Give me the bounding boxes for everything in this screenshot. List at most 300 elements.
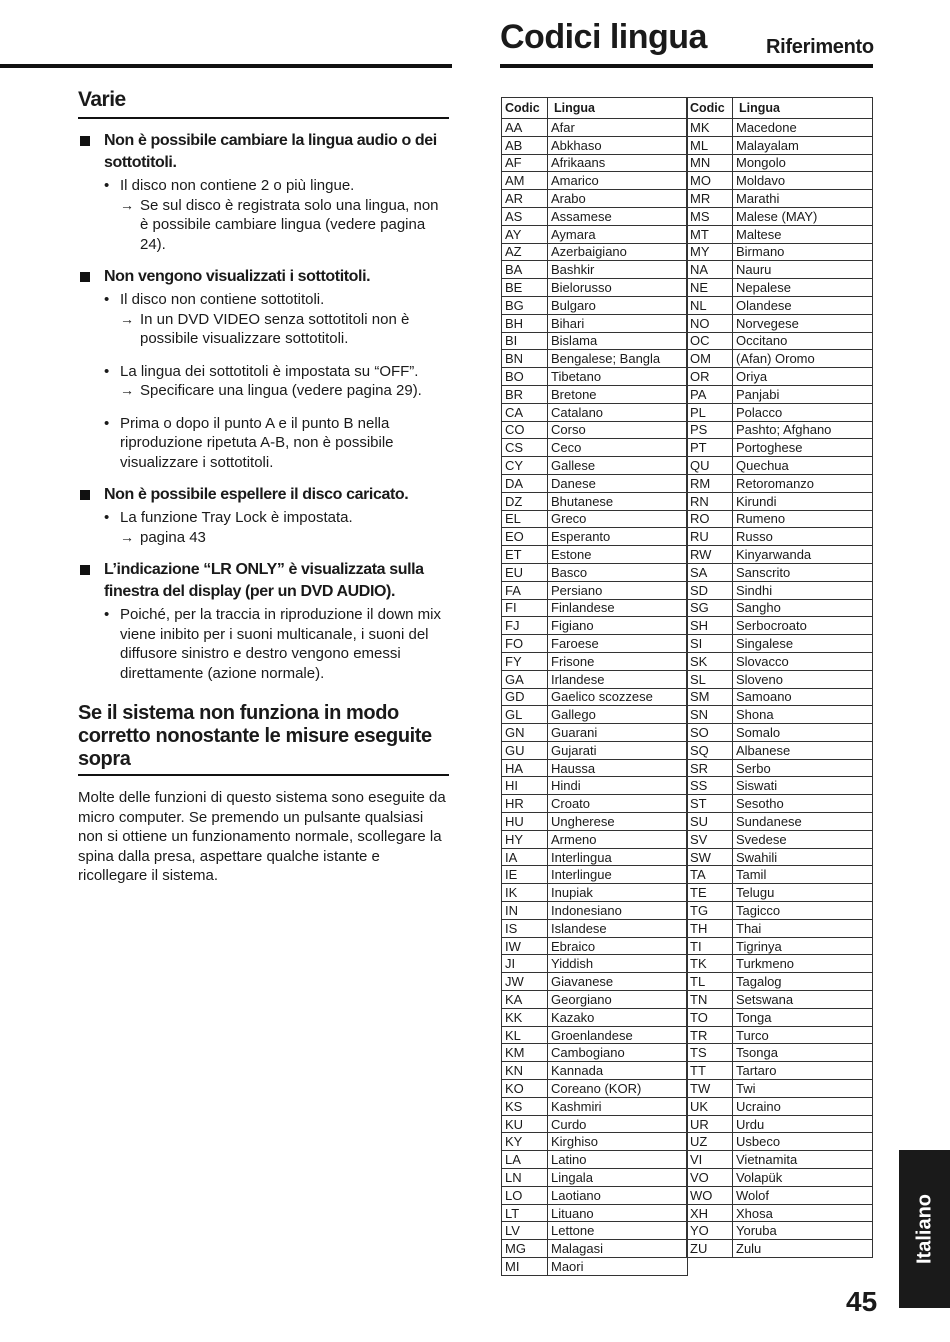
language-name: Latino — [548, 1151, 688, 1169]
table-row — [502, 279, 688, 297]
language-code: BE — [502, 279, 548, 297]
language-code: IN — [502, 902, 548, 920]
language-name: Interlingua — [548, 848, 688, 866]
issue-block — [78, 484, 450, 547]
language-name: Sloveno — [733, 670, 873, 688]
language-code: SW — [687, 848, 733, 866]
language-name: Irlandese — [548, 670, 688, 688]
language-name: Bretone — [548, 385, 688, 403]
language-name: Kazako — [548, 1008, 688, 1026]
language-name: Marathi — [733, 190, 873, 208]
bullet-item — [78, 176, 450, 196]
language-name: Ebraico — [548, 937, 688, 955]
language-name: Lingala — [548, 1169, 688, 1187]
table-row — [687, 777, 873, 795]
table-row — [502, 581, 688, 599]
language-code: TO — [687, 1008, 733, 1026]
language-name: Sanscrito — [733, 563, 873, 581]
language-code: XH — [687, 1204, 733, 1222]
language-code: MN — [687, 154, 733, 172]
language-code: BA — [502, 261, 548, 279]
language-name: Ceco — [548, 439, 688, 457]
table-row — [687, 314, 873, 332]
table-row — [502, 848, 688, 866]
language-name: Macedone — [733, 119, 873, 137]
language-code: RO — [687, 510, 733, 528]
square-bullet-icon — [80, 490, 90, 500]
header-language: Lingua — [733, 98, 873, 119]
table-row — [687, 919, 873, 937]
language-code: LT — [502, 1204, 548, 1222]
language-name: Kirundi — [733, 492, 873, 510]
table-row — [502, 332, 688, 350]
language-code: GL — [502, 706, 548, 724]
language-code: ST — [687, 795, 733, 813]
table-row — [687, 813, 873, 831]
language-code: IK — [502, 884, 548, 902]
language-name: Wolof — [733, 1186, 873, 1204]
table-row — [502, 457, 688, 475]
table-row — [687, 261, 873, 279]
bullet-item — [78, 362, 450, 382]
table-row — [502, 724, 688, 742]
language-name: Oriya — [733, 368, 873, 386]
language-code: KY — [502, 1133, 548, 1151]
language-code: SI — [687, 635, 733, 653]
language-code: FI — [502, 599, 548, 617]
table-row — [687, 510, 873, 528]
table-row — [502, 1240, 688, 1258]
table-row — [687, 795, 873, 813]
table-row — [502, 1258, 688, 1276]
side-tab-label: Italiano — [913, 1193, 935, 1265]
table-row — [502, 528, 688, 546]
language-code: DZ — [502, 492, 548, 510]
language-code: TN — [687, 991, 733, 1009]
language-name: Mongolo — [733, 154, 873, 172]
page-title: Codici lingua — [500, 18, 707, 56]
language-code: GN — [502, 724, 548, 742]
language-code: TW — [687, 1080, 733, 1098]
language-code: BR — [502, 385, 548, 403]
language-code: EO — [502, 528, 548, 546]
table-row — [687, 1204, 873, 1222]
language-name: Esperanto — [548, 528, 688, 546]
table-row — [687, 474, 873, 492]
table-row — [502, 1133, 688, 1151]
table-row — [687, 973, 873, 991]
table-row — [502, 973, 688, 991]
table-row — [687, 1133, 873, 1151]
language-code: BH — [502, 314, 548, 332]
language-code: KU — [502, 1115, 548, 1133]
table-row — [687, 1169, 873, 1187]
table-row — [502, 385, 688, 403]
language-code: GU — [502, 741, 548, 759]
language-code: TL — [687, 973, 733, 991]
language-name: Slovacco — [733, 652, 873, 670]
language-name: Tagalog — [733, 973, 873, 991]
issue-heading — [78, 559, 450, 603]
language-name: Serbocroato — [733, 617, 873, 635]
table-row — [502, 1204, 688, 1222]
language-code: KS — [502, 1097, 548, 1115]
arrow-item — [78, 310, 450, 349]
language-name: Finlandese — [548, 599, 688, 617]
language-name: Birmano — [733, 243, 873, 261]
language-code: SG — [687, 599, 733, 617]
issue-heading — [78, 130, 450, 174]
language-code: HA — [502, 759, 548, 777]
table-row — [502, 955, 688, 973]
language-name: Catalano — [548, 403, 688, 421]
language-code: IE — [502, 866, 548, 884]
table-row — [687, 884, 873, 902]
language-code: SL — [687, 670, 733, 688]
language-name: Azerbaigiano — [548, 243, 688, 261]
table-row — [687, 759, 873, 777]
language-name: Amarico — [548, 172, 688, 190]
table-row — [687, 1080, 873, 1098]
issue-heading — [78, 484, 450, 506]
language-code: OR — [687, 368, 733, 386]
language-name: Samoano — [733, 688, 873, 706]
table-row — [502, 350, 688, 368]
table-row — [687, 172, 873, 190]
table-row — [502, 652, 688, 670]
table-row — [687, 207, 873, 225]
language-name: Tonga — [733, 1008, 873, 1026]
language-name: Swahili — [733, 848, 873, 866]
language-name: Turkmeno — [733, 955, 873, 973]
language-code: SD — [687, 581, 733, 599]
language-code: TH — [687, 919, 733, 937]
table-row — [502, 866, 688, 884]
language-name: Tsonga — [733, 1044, 873, 1062]
language-name: Indonesiano — [548, 902, 688, 920]
language-name: Afar — [548, 119, 688, 137]
language-code: NA — [687, 261, 733, 279]
language-name: Occitano — [733, 332, 873, 350]
language-name: Nauru — [733, 261, 873, 279]
language-code: ET — [502, 546, 548, 564]
issues-list — [78, 130, 450, 695]
table-row — [687, 563, 873, 581]
language-code: TT — [687, 1062, 733, 1080]
language-name: Kannada — [548, 1062, 688, 1080]
table-row — [687, 1062, 873, 1080]
arrow-right-icon: → — [120, 196, 134, 213]
table-row — [687, 190, 873, 208]
language-name: Quechua — [733, 457, 873, 475]
square-bullet-icon — [80, 136, 90, 146]
language-code: IW — [502, 937, 548, 955]
arrow-right-icon: → — [120, 382, 134, 398]
table-row — [687, 724, 873, 742]
language-name: Rumeno — [733, 510, 873, 528]
table-row — [502, 759, 688, 777]
table-row — [687, 546, 873, 564]
table-row — [502, 492, 688, 510]
language-name: Sundanese — [733, 813, 873, 831]
table-row — [502, 474, 688, 492]
language-name: Figiano — [548, 617, 688, 635]
header-code: Codic — [502, 98, 548, 119]
bullet-text: La lingua dei sottotitoli è impostata su “OFF”. — [120, 362, 419, 380]
language-name: Armeno — [548, 830, 688, 848]
language-name: Giavanese — [548, 973, 688, 991]
arrow-right-icon: → — [120, 528, 134, 545]
table-row — [687, 1008, 873, 1026]
language-name: Gaelico scozzese — [548, 688, 688, 706]
language-name: Bashkir — [548, 261, 688, 279]
language-name: Faroese — [548, 635, 688, 653]
language-code: HY — [502, 830, 548, 848]
bullet-dot-icon: • — [104, 291, 110, 308]
language-code: SO — [687, 724, 733, 742]
language-code: SS — [687, 777, 733, 795]
language-code: VI — [687, 1151, 733, 1169]
language-name: Bielorusso — [548, 279, 688, 297]
language-code: MG — [502, 1240, 548, 1258]
language-code: NE — [687, 279, 733, 297]
bullet-dot-icon: • — [104, 177, 110, 194]
table-row — [502, 1080, 688, 1098]
table-row — [502, 314, 688, 332]
table-row — [502, 225, 688, 243]
table-row — [687, 350, 873, 368]
table-row — [687, 385, 873, 403]
language-name: Basco — [548, 563, 688, 581]
language-name: Maori — [548, 1258, 688, 1276]
language-name: Curdo — [548, 1115, 688, 1133]
table-row — [502, 421, 688, 439]
language-name: Danese — [548, 474, 688, 492]
language-code: MK — [687, 119, 733, 137]
table-row — [687, 652, 873, 670]
language-name: Serbo — [733, 759, 873, 777]
table-row — [502, 190, 688, 208]
language-name: Kashmiri — [548, 1097, 688, 1115]
language-code: UR — [687, 1115, 733, 1133]
language-code: RN — [687, 492, 733, 510]
table-row — [502, 546, 688, 564]
language-code: MS — [687, 207, 733, 225]
language-code: MY — [687, 243, 733, 261]
language-name: Malayalam — [733, 136, 873, 154]
language-name: Sesotho — [733, 795, 873, 813]
language-code: FA — [502, 581, 548, 599]
table-row — [502, 172, 688, 190]
table-row — [687, 154, 873, 172]
square-bullet-icon — [80, 565, 90, 575]
table-row — [687, 332, 873, 350]
table-row — [502, 1008, 688, 1026]
language-name: Zulu — [733, 1240, 873, 1258]
language-code: LO — [502, 1186, 548, 1204]
square-bullet-icon — [80, 272, 90, 282]
language-code: MO — [687, 172, 733, 190]
language-name: Tamil — [733, 866, 873, 884]
top-rule-right — [500, 64, 873, 68]
language-code: FJ — [502, 617, 548, 635]
language-code: KM — [502, 1044, 548, 1062]
language-code: OM — [687, 350, 733, 368]
language-name: Setswana — [733, 991, 873, 1009]
language-code: FY — [502, 652, 548, 670]
language-name: Lettone — [548, 1222, 688, 1240]
language-code: UZ — [687, 1133, 733, 1151]
table-row — [687, 991, 873, 1009]
language-name: Greco — [548, 510, 688, 528]
bullet-dot-icon: • — [104, 414, 110, 432]
issue-heading — [78, 266, 450, 288]
table-row — [502, 741, 688, 759]
table-row — [687, 492, 873, 510]
troubleshoot-paragraph: Molte delle funzioni di questo sistema sono eseguite da micro computer. Se premendo un pulsante qualsiasi non si ottiene un funzionamento normale, scollegare la spina dalla presa, aspettare qualche istante e ricollegare il sistema. — [78, 789, 446, 884]
bullet-text: Il disco non contiene sottotitoli. — [120, 291, 325, 308]
language-name: Somalo — [733, 724, 873, 742]
language-code: TG — [687, 902, 733, 920]
language-name: Groenlandese — [548, 1026, 688, 1044]
language-name: Pashto; Afghano — [733, 421, 873, 439]
table-row — [502, 1097, 688, 1115]
language-name: Portoghese — [733, 439, 873, 457]
table-row — [687, 368, 873, 386]
language-name: Shona — [733, 706, 873, 724]
language-code: DA — [502, 474, 548, 492]
language-code: WO — [687, 1186, 733, 1204]
table-row — [687, 1240, 873, 1258]
language-code: CA — [502, 403, 548, 421]
table-row — [502, 296, 688, 314]
language-code: HI — [502, 777, 548, 795]
bullet-item — [78, 290, 450, 310]
language-name: Corso — [548, 421, 688, 439]
language-name: Kirghiso — [548, 1133, 688, 1151]
table-row — [502, 902, 688, 920]
table-row — [687, 1044, 873, 1062]
language-code: PA — [687, 385, 733, 403]
issue-block — [78, 559, 450, 683]
language-name: Interlingue — [548, 866, 688, 884]
language-code: TR — [687, 1026, 733, 1044]
language-code: LV — [502, 1222, 548, 1240]
language-code: FO — [502, 635, 548, 653]
language-name: Coreano (KOR) — [548, 1080, 688, 1098]
language-name: Twi — [733, 1080, 873, 1098]
language-name: Assamese — [548, 207, 688, 225]
language-name: Olandese — [733, 296, 873, 314]
language-code: AS — [502, 207, 548, 225]
language-code: UK — [687, 1097, 733, 1115]
language-name: Arabo — [548, 190, 688, 208]
language-name: Kinyarwanda — [733, 546, 873, 564]
table-row — [502, 830, 688, 848]
language-code: RW — [687, 546, 733, 564]
language-name: Lituano — [548, 1204, 688, 1222]
page-subtitle: Riferimento — [766, 36, 874, 58]
bullet-item — [78, 605, 450, 683]
table-row — [502, 1222, 688, 1240]
language-code: SA — [687, 563, 733, 581]
table-row — [687, 830, 873, 848]
table-row — [502, 261, 688, 279]
language-code: GA — [502, 670, 548, 688]
language-name: Ungherese — [548, 813, 688, 831]
table-row — [687, 741, 873, 759]
language-code: MR — [687, 190, 733, 208]
language-name: Islandese — [548, 919, 688, 937]
table-row — [502, 207, 688, 225]
language-table-right — [686, 97, 873, 1258]
language-code: IA — [502, 848, 548, 866]
table-row — [687, 279, 873, 297]
language-code: SM — [687, 688, 733, 706]
table-row — [502, 1044, 688, 1062]
language-code: YO — [687, 1222, 733, 1240]
issue-heading-text: L’indicazione “LR ONLY” è visualizzata sulla finestra del display (per un DVD AUDIO). — [104, 561, 424, 600]
language-code: JW — [502, 973, 548, 991]
table-row — [502, 813, 688, 831]
table-row — [502, 795, 688, 813]
language-name: Croato — [548, 795, 688, 813]
language-name: Malese (MAY) — [733, 207, 873, 225]
bullet-dot-icon: • — [104, 362, 110, 380]
language-table-left — [501, 97, 688, 1276]
bullet-dot-icon: • — [104, 509, 110, 526]
table-row — [687, 1186, 873, 1204]
language-code: EU — [502, 563, 548, 581]
table-row — [502, 1186, 688, 1204]
language-name: Tagicco — [733, 902, 873, 920]
table-row — [502, 1115, 688, 1133]
language-name: Bhutanese — [548, 492, 688, 510]
issue-heading-text: Non è possibile cambiare la lingua audio o dei sottotitoli. — [104, 132, 437, 171]
language-code: SV — [687, 830, 733, 848]
language-name: Siswati — [733, 777, 873, 795]
table-row — [502, 368, 688, 386]
table-row — [502, 1062, 688, 1080]
language-name: Gallego — [548, 706, 688, 724]
table-row — [502, 1151, 688, 1169]
language-name: Svedese — [733, 830, 873, 848]
language-code: RU — [687, 528, 733, 546]
table-row — [687, 1115, 873, 1133]
language-name: Thai — [733, 919, 873, 937]
language-code: SR — [687, 759, 733, 777]
bullet-text: Poiché, per la traccia in riproduzione il down mix viene inibito per i suoni multicanale, i suoni del diffusore sinistro e destro vengono emessi direttamente (azione normale). — [120, 606, 441, 682]
language-name: Ucraino — [733, 1097, 873, 1115]
language-code: JI — [502, 955, 548, 973]
table-row — [687, 1097, 873, 1115]
language-code: MI — [502, 1258, 548, 1276]
language-code: TE — [687, 884, 733, 902]
table-row — [687, 296, 873, 314]
language-name: Norvegese — [733, 314, 873, 332]
table-row — [687, 617, 873, 635]
language-name: Nepalese — [733, 279, 873, 297]
table-row — [687, 136, 873, 154]
issue-block — [78, 130, 450, 254]
table-row — [687, 848, 873, 866]
language-name: Afrikaans — [548, 154, 688, 172]
language-code: AB — [502, 136, 548, 154]
language-name: Tibetano — [548, 368, 688, 386]
language-code: NO — [687, 314, 733, 332]
language-code: EL — [502, 510, 548, 528]
issue-heading-text: Non è possibile espellere il disco caricato. — [104, 486, 409, 503]
